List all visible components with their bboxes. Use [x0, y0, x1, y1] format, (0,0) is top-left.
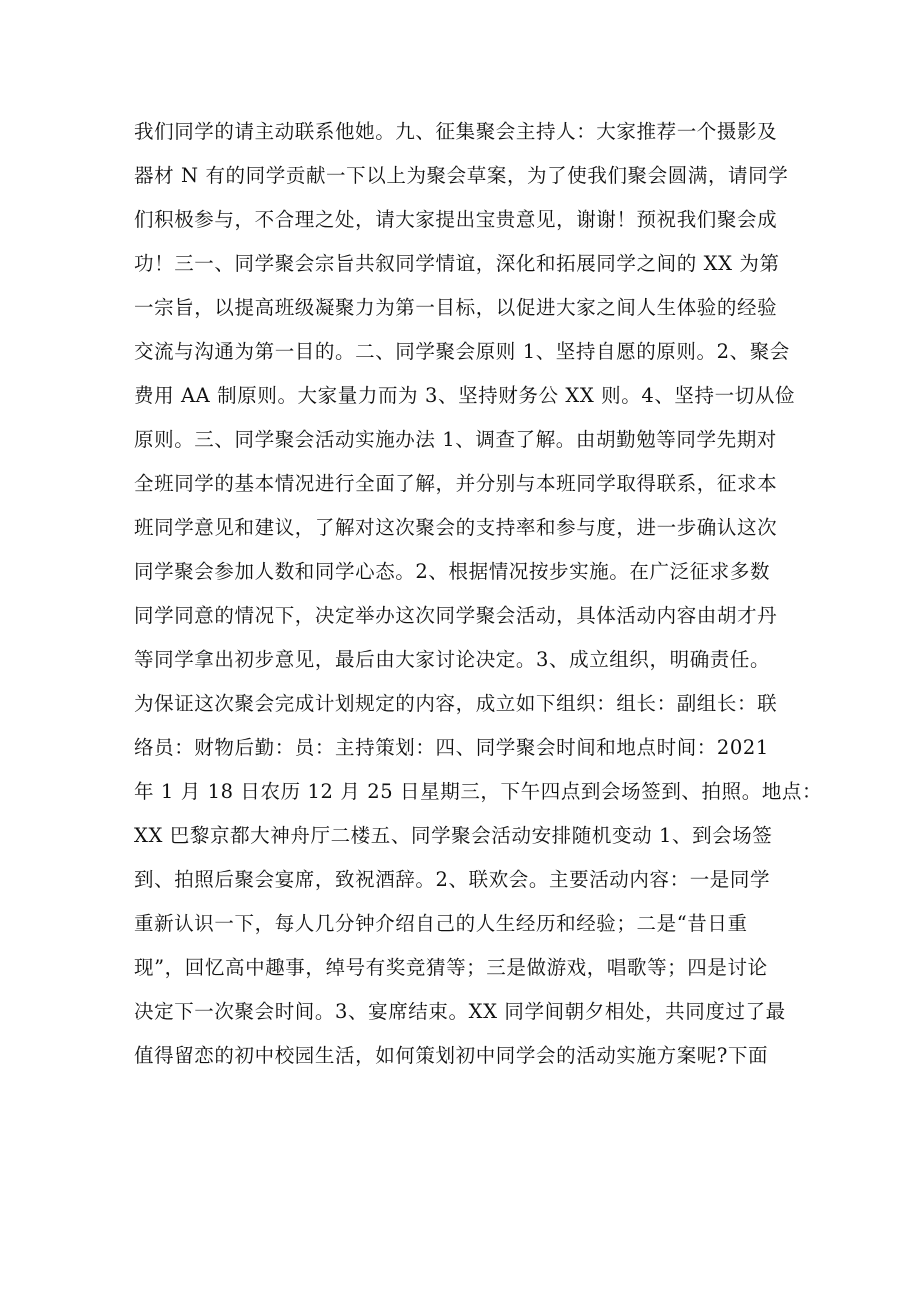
text-line: 络员：财物后勤：员：主持策划：四、同学聚会时间和地点时间：2021 [134, 736, 769, 759]
document-body [134, 113, 823, 1074]
text-line: 现”，回忆高中趣事，绰号有奖竞猜等；三是做游戏，唱歌等；四是讨论 [134, 956, 768, 979]
text-line: 费用 AA 制原则。大家量力而为 3、坚持财务公 XX 则。4、坚持一切从俭 [134, 384, 796, 407]
text-line: 一宗旨，以提高班级凝聚力为第一目标，以促进大家之间人生体验的经验 [134, 296, 778, 319]
text-line: 功！三一、同学聚会宗旨共叙同学情谊，深化和拓展同学之间的 XX 为第 [134, 252, 780, 275]
text-line: 到、拍照后聚会宴席，致祝酒辞。2、联欢会。主要活动内容：一是同学 [134, 868, 771, 891]
text-line: 同学聚会参加人数和同学心态。2、根据情况按步实施。在广泛征求多数 [134, 560, 771, 583]
text-line: 决定下一次聚会时间。3、宴席结束。XX 同学间朝夕相处，共同度过了最 [134, 1000, 786, 1023]
text-line: 同学同意的情况下，决定举办这次同学聚会活动，具体活动内容由胡才丹 [134, 604, 778, 627]
text-line: 重新认识一下，每人几分钟介绍自己的人生经历和经验；二是“昔日重 [134, 912, 748, 935]
text-line: 全班同学的基本情况进行全面了解，并分别与本班同学取得联系，征求本 [134, 472, 778, 495]
text-line: 原则。三、同学聚会活动实施办法 1、调查了解。由胡勤勉等同学先期对 [134, 428, 777, 451]
document-page [134, 113, 823, 1074]
text-line: 我们同学的请主动联系他她。九、征集聚会主持人：大家推荐一个摄影及 [134, 120, 778, 143]
text-line: 年 1 月 18 日农历 12 月 25 日星期三，下午四点到会场签到、拍照。地点： [134, 780, 823, 803]
text-line: 值得留恋的初中校园生活，如何策划初中同学会的活动实施方案呢?下面 [134, 1044, 769, 1067]
text-line: 交流与沟通为第一目的。二、同学聚会原则 1、坚持自愿的原则。2、聚会 [134, 340, 790, 363]
text-line: 班同学意见和建议，了解对这次聚会的支持率和参与度，进一步确认这次 [134, 516, 778, 539]
text-line: XX 巴黎京都大神舟厅二楼五、同学聚会活动安排随机变动 1、到会场签 [134, 824, 773, 847]
text-line: 器材 N 有的同学贡献一下以上为聚会草案，为了使我们聚会圆满，请同学 [134, 164, 789, 187]
text-line: 等同学拿出初步意见，最后由大家讨论决定。3、成立组织，明确责任。 [134, 648, 771, 671]
text-line: 们积极参与，不合理之处，请大家提出宝贵意见，谢谢！预祝我们聚会成 [134, 208, 778, 231]
text-line: 为保证这次聚会完成计划规定的内容，成立如下组织：组长：副组长：联 [134, 692, 778, 715]
